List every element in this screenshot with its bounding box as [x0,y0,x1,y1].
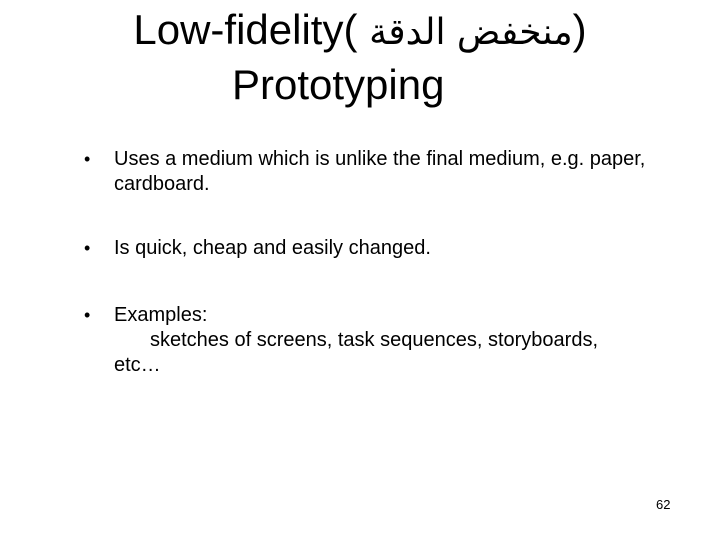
title-line-2: Prototyping [232,61,445,108]
bullet-text: Examples: [114,304,208,326]
page-number: 62 [656,497,671,512]
bullet-icon: • [84,149,91,169]
bullet-item [84,303,694,378]
bullet-text: Is quick, cheap and easily changed. [114,237,431,259]
slide-title [0,4,720,111]
bullet-icon: • [84,238,91,258]
title-line-1 [0,4,720,59]
bullet-list [84,147,694,378]
bullet-text: Uses a medium which is unlike the final medium, e.g. paper, cardboard. [114,148,646,195]
bullet-item [84,236,694,261]
bullet-sub-text: sketches of screens, task sequences, storyboards, [150,329,598,351]
title-suffix: ) [572,6,587,53]
bullet-continuation: etc… [114,354,161,376]
title-prefix: Low-fidelity( [133,6,370,53]
bullet-item [84,147,694,197]
title-arabic: منخفض الدقة [369,12,573,53]
bullet-icon: • [84,305,91,325]
